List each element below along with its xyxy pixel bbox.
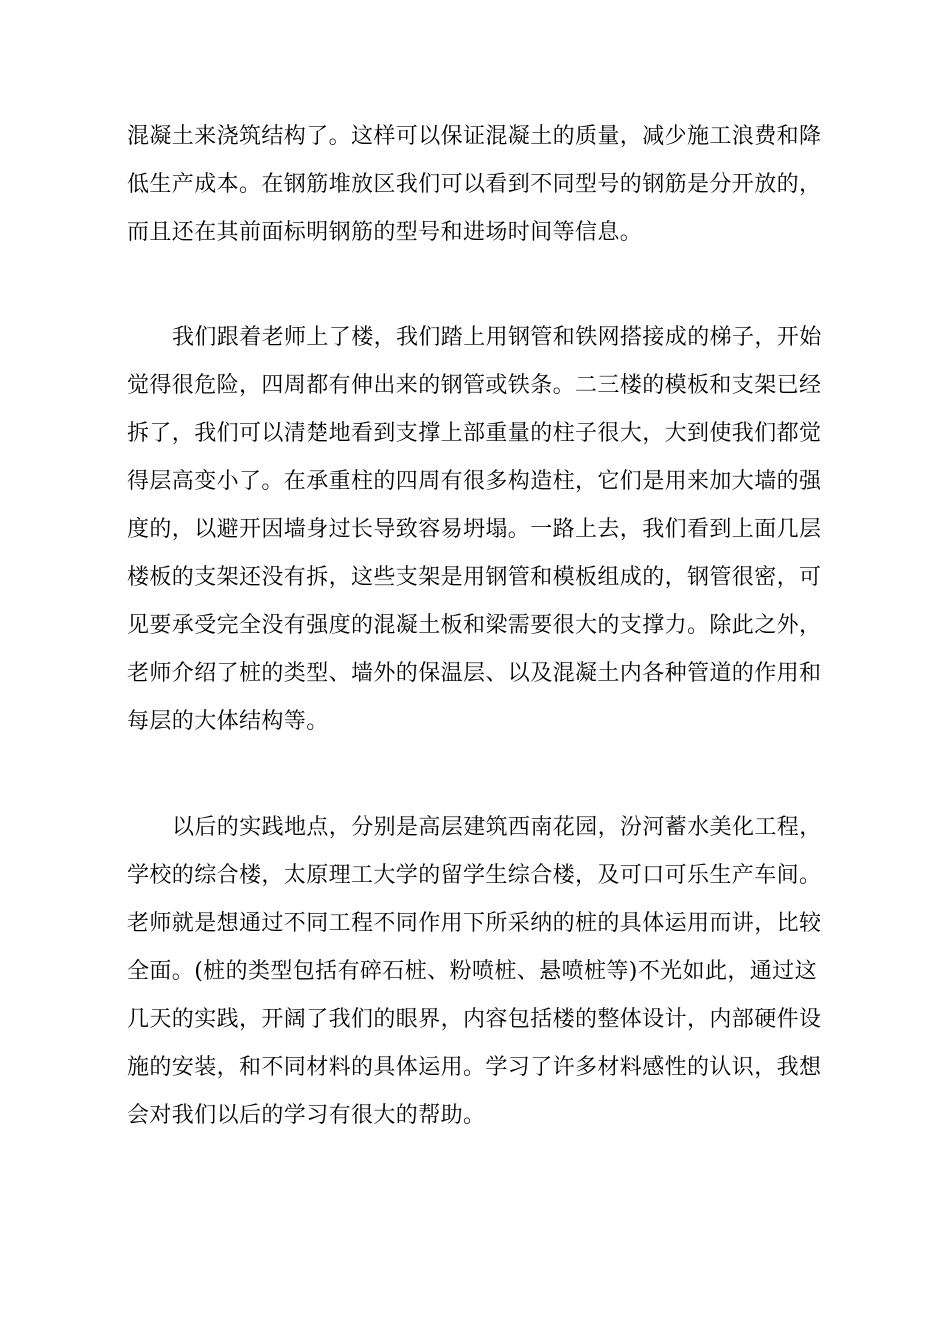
paragraph-2-line-6: 楼板的支架还没有拆，这些支架是用钢管和模板组成的，钢管很密，可 bbox=[127, 565, 822, 590]
paragraph-2-line-2: 觉得很危险，四周都有伸出来的钢管或铁条。二三楼的模板和支架已经 bbox=[127, 373, 822, 398]
paragraph-2-line-9: 每层的大体结构等。 bbox=[127, 709, 329, 734]
paragraph-3-line-7: 会对我们以后的学习有很大的帮助。 bbox=[127, 1103, 486, 1128]
paragraph-2-line-1: 我们跟着老师上了楼，我们踏上用钢管和铁网搭接成的梯子，开始 bbox=[172, 325, 822, 350]
paragraph-1-line-3: 而且还在其前面标明钢筋的型号和进场时间等信息。 bbox=[127, 220, 643, 245]
paragraph-2-line-8: 老师介绍了桩的类型、墙外的保温层、以及混凝土内各种管道的作用和 bbox=[127, 661, 822, 686]
paragraph-3-line-4: 全面。(桩的类型包括有碎石桩、粉喷桩、悬喷桩等)不光如此，通过这 bbox=[127, 959, 817, 984]
paragraph-2-line-3: 拆了，我们可以清楚地看到支撑上部重量的柱子很大，大到使我们都觉 bbox=[127, 421, 822, 446]
paragraph-3-line-3: 老师就是想通过不同工程不同作用下所采纳的桩的具体运用而讲，比较 bbox=[127, 911, 822, 936]
paragraph-1-line-2: 低生产成本。在钢筋堆放区我们可以看到不同型号的钢筋是分开放的， bbox=[127, 172, 822, 197]
paragraph-3-line-5: 几天的实践，开阔了我们的眼界，内容包括楼的整体设计，内部硬件设 bbox=[127, 1007, 822, 1032]
paragraph-3-line-2: 学校的综合楼，太原理工大学的留学生综合楼，及可口可乐生产车间。 bbox=[127, 863, 822, 888]
paragraph-2-line-7: 见要承受完全没有强度的混凝土板和梁需要很大的支撑力。除此之外， bbox=[127, 613, 822, 638]
paragraph-3-line-1: 以后的实践地点，分别是高层建筑西南花园，汾河蓄水美化工程， bbox=[172, 815, 822, 840]
paragraph-3-line-6: 施的安装，和不同材料的具体运用。学习了许多材料感性的认识，我想 bbox=[127, 1055, 822, 1080]
paragraph-2-line-5: 度的，以避开因墙身过长导致容易坍塌。一路上去，我们看到上面几层 bbox=[127, 517, 822, 542]
paragraph-2-line-4: 得层高变小了。在承重柱的四周有很多构造柱，它们是用来加大墙的强 bbox=[127, 469, 822, 494]
paragraph-1-line-1: 混凝土来浇筑结构了。这样可以保证混凝土的质量，减少施工浪费和降 bbox=[127, 124, 822, 149]
